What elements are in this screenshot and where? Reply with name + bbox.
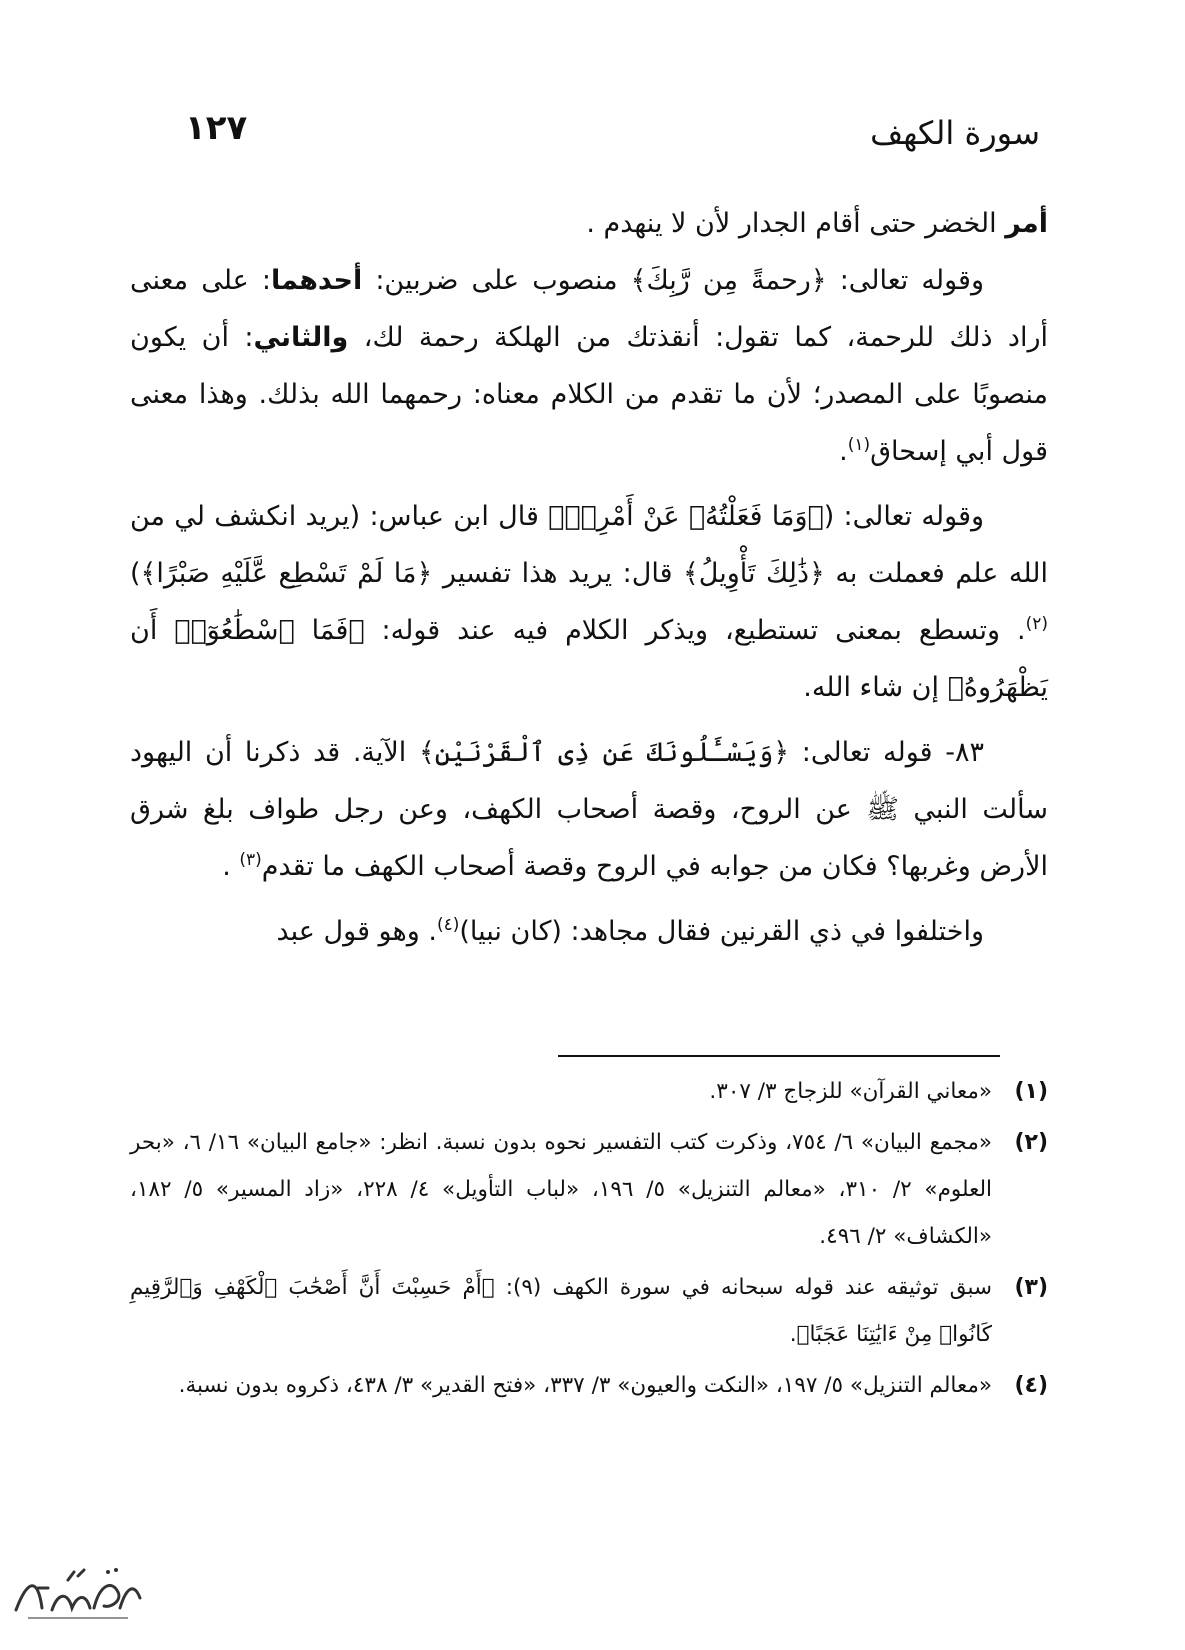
text-run: ٨٣- قوله تعالى: bbox=[789, 737, 984, 768]
paragraph-2 bbox=[130, 252, 1048, 480]
footnote-2 bbox=[130, 1119, 1048, 1260]
footnote-text: سبق توثيقه عند قوله سبحانه في سورة الكهف (٩): ﴿أَمْ حَسِبْتَ أَنَّ أَصْحَٰبَ ٱلْكَهْفِ وَٱلرَّقِيمِ كَانُوا۟ مِنْ ءَايَٰتِنَا عَجَبًا﴾. bbox=[130, 1275, 993, 1347]
text-run: واختلفوا في ذي القرنين فقال مجاهد: (كان نبيا) bbox=[459, 916, 984, 947]
page-number: ١٢٧ bbox=[185, 108, 248, 148]
footnote-text: «مجمع البيان» ٦/ ٧٥٤، وذكرت كتب التفسير نحوه بدون نسبة. انظر: «جامع البيان» ١٦/ ٦، «بحر العلوم» ٢/ ٣١٠، «معالم التنزيل» ٥/ ١٩٦، «لباب التأويل» ٤/ ٢٢٨، «زاد المسير» ٥/ ١٨٢، «الكشاف» ٢/ ٤٩٦. bbox=[130, 1130, 993, 1249]
paragraph-4 bbox=[130, 724, 1048, 895]
page-header bbox=[185, 108, 1040, 168]
text-run: وقوله تعالى: bbox=[826, 265, 984, 296]
footnote-number: (٤) bbox=[1014, 1373, 1048, 1398]
text-run: . وتسطع بمعنى تستطيع، ويذكر الكلام فيه عند قوله: bbox=[364, 615, 1026, 646]
text-bold: والثاني bbox=[253, 322, 349, 353]
footnote-ref: (١) bbox=[847, 435, 871, 455]
quran-quote: ﴿مَا لَمْ تَسْطِع عَّلَيْهِ صَبْرًا﴾ bbox=[140, 558, 433, 589]
footnote-number: (٢) bbox=[1014, 1130, 1048, 1155]
text-bold: أمر bbox=[1005, 208, 1048, 239]
publisher-logo-icon bbox=[8, 1558, 148, 1628]
text-run: قال: يريد هذا تفسير bbox=[432, 558, 683, 589]
text-run: : أن يكون منصوبًا على المصدر؛ لأن ما تقدم من الكلام معناه: رحمهما الله بذلك. وهذا معنى قول أبي إسحاق bbox=[130, 322, 1048, 467]
text-bold: أحدهما bbox=[270, 265, 363, 296]
text-run: . bbox=[222, 851, 240, 882]
footnote-number: (١) bbox=[1014, 1079, 1048, 1104]
text-run: قال ابن عباس: (يريد انكشف لي من الله علم فعملت به bbox=[130, 501, 1048, 589]
footnote-1 bbox=[130, 1068, 1048, 1115]
text-run: وقوله تعالى: ( bbox=[823, 501, 985, 532]
text-run: ) bbox=[130, 558, 141, 589]
footnote-text: «معاني القرآن» للزجاج ٣/ ٣٠٧. bbox=[709, 1079, 992, 1104]
text-run: إن شاء الله. bbox=[803, 672, 948, 703]
text-run: الآية. قد ذكرنا أن اليهود سألت النبي ﷺ عن الروح، وقصة أصحاب الكهف، وعن رجل طواف بلغ شرق الأرض وغربها؟ فكان من جوابه في الروح وقصة أصحاب الكهف ما تقدم bbox=[130, 737, 1048, 882]
footnote-ref: (٤) bbox=[436, 915, 460, 935]
surah-title: سورة الكهف bbox=[870, 114, 1040, 152]
quran-quote: ﴿وَمَا فَعَلْتُهُۥ عَنْ أَمْرِىۚ﴾ bbox=[548, 501, 824, 532]
footnote-text: «معالم التنزيل» ٥/ ١٩٧، «النكت والعيون» ٣/ ٣٣٧، «فتح القدير» ٣/ ٤٣٨، ذكروه بدون نسبة. bbox=[178, 1373, 992, 1398]
quran-quote: ﴿وَيَسْـَٔلُونَكَ عَن ذِى ٱلْقَرْنَيْنِ﴾ bbox=[418, 737, 790, 768]
text-run: منصوب على ضربين: bbox=[362, 265, 631, 296]
main-text bbox=[130, 195, 1048, 960]
footnote-ref: (٢) bbox=[1025, 614, 1048, 634]
quran-quote: ﴿فَمَا ٱسْطَٰعُوٓا۟ أَن يَظْهَرُوهُ﴾ bbox=[130, 615, 1048, 703]
footnote-4 bbox=[130, 1362, 1048, 1409]
footnote-number: (٣) bbox=[1014, 1275, 1048, 1300]
paragraph-1 bbox=[130, 195, 1048, 252]
footnote-divider bbox=[558, 1055, 1000, 1057]
footnotes bbox=[130, 1068, 1048, 1413]
text-run: . bbox=[839, 436, 848, 467]
text-run: : على معنى أراد ذلك للرحمة، كما تقول: أنقذتك من الهلكة رحمة لك، bbox=[130, 265, 1048, 353]
paragraph-5 bbox=[130, 903, 1048, 960]
paragraph-3 bbox=[130, 488, 1048, 716]
text-run: . وهو قول عبد bbox=[276, 916, 437, 947]
text-run: الخضر حتى أقام الجدار لأن لا ينهدم . bbox=[586, 208, 1006, 239]
quran-quote: ﴿رحمةً مِن رَّبِكَ﴾ bbox=[630, 265, 827, 296]
footnote-ref: (٣) bbox=[239, 850, 262, 870]
footnote-3 bbox=[130, 1264, 1048, 1358]
quran-quote: ﴿ذَٰلِكَ تَأْوِيلُ﴾ bbox=[682, 558, 825, 589]
